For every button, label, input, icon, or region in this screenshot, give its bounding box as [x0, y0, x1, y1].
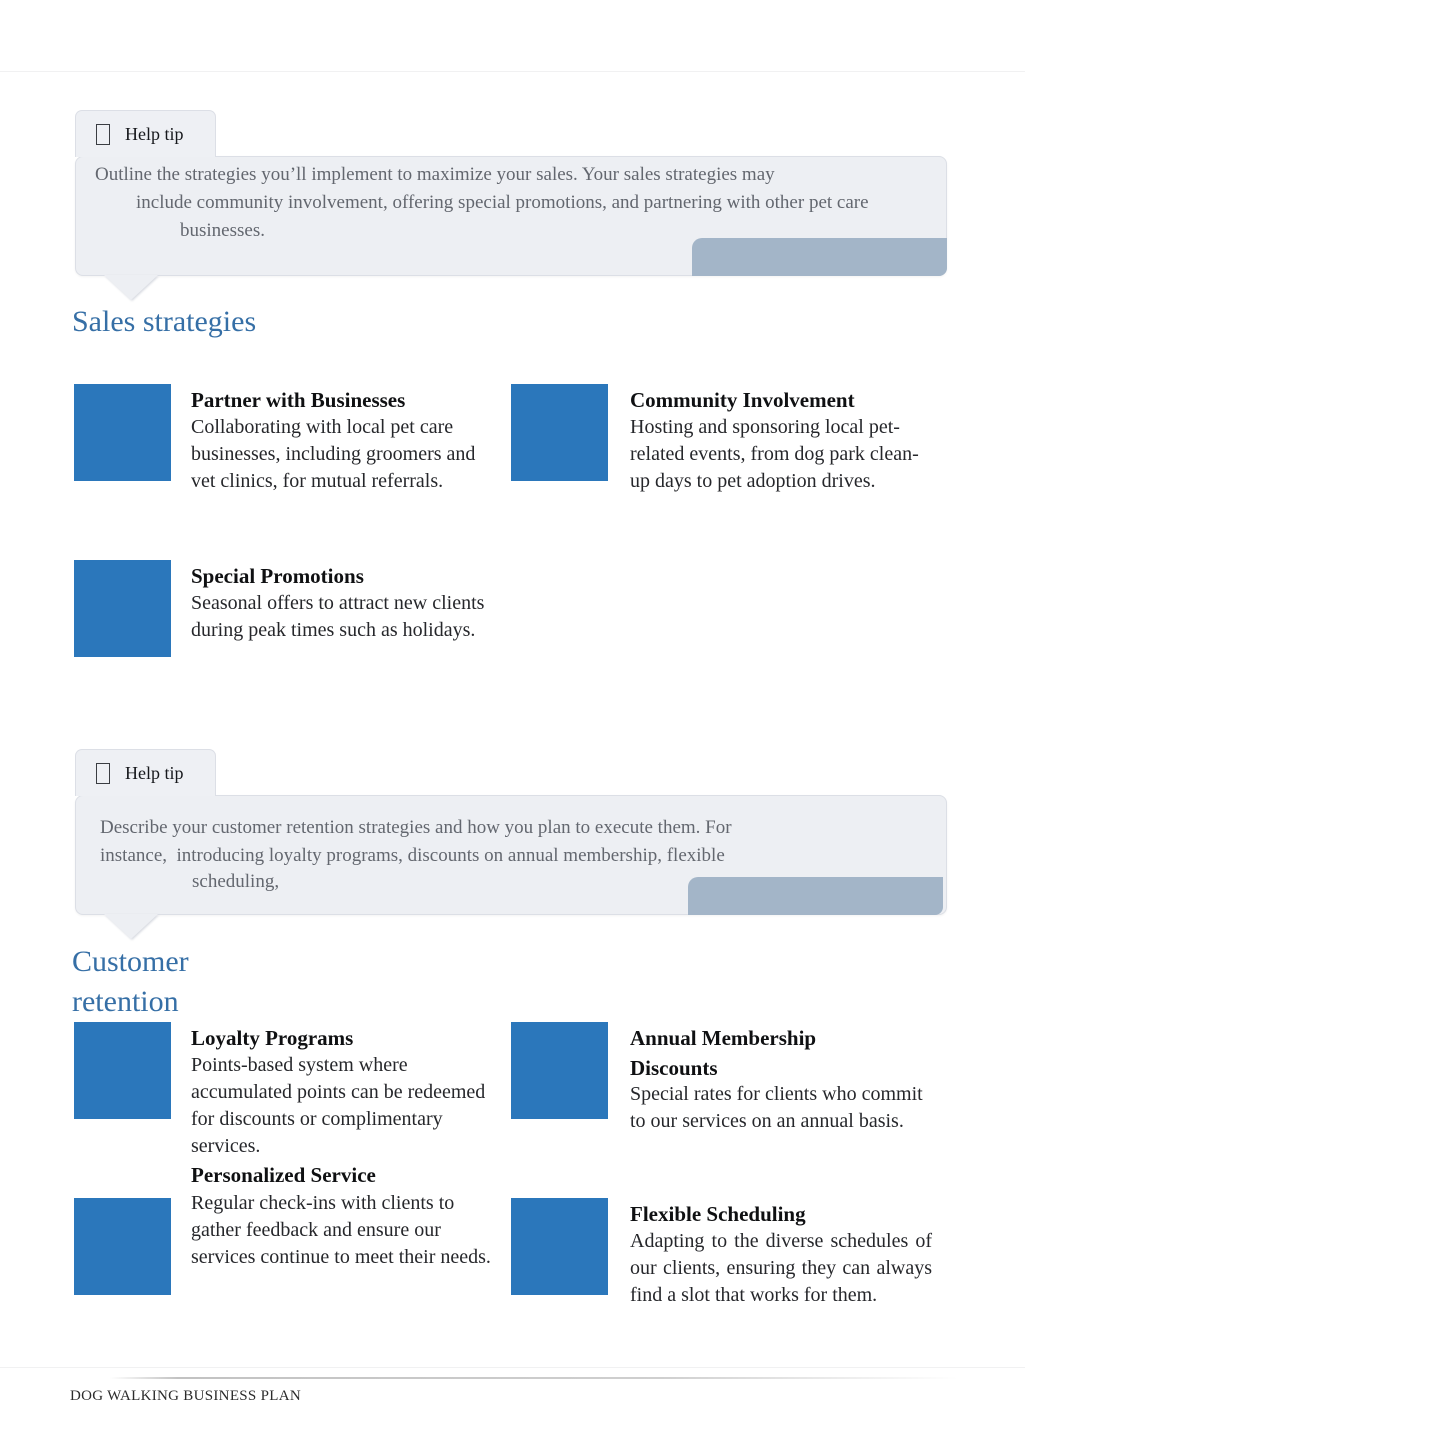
- item-title: Partner with Businesses: [191, 388, 406, 412]
- help-tip-pointer: [104, 275, 158, 300]
- item-description: Hosting and sponsoring local pet- related events, from dog park clean-up days to pet adoption drives.: [630, 416, 919, 492]
- section-heading-sales-strategies: Sales strategies: [72, 305, 257, 338]
- item-description: Collaborating with local pet care businesses, including groomers and vet clinics, for mutual referrals.: [191, 416, 476, 492]
- help-tip-label: Help tip: [125, 762, 184, 783]
- help-tip-text-line: instance, introducing loyalty programs, discounts on annual membership, flexible: [100, 845, 725, 866]
- item-title: Flexible Scheduling: [630, 1202, 806, 1226]
- item-image-placeholder: [74, 560, 171, 657]
- item-image-placeholder: [511, 1198, 608, 1295]
- item-image-placeholder: [74, 1022, 171, 1119]
- help-tip-text-line: Describe your customer retention strategies and how you plan to execute them. For: [100, 817, 732, 838]
- item-image-placeholder: [74, 1198, 171, 1295]
- footer-divider: [0, 1367, 1025, 1368]
- help-tip-drag-handle[interactable]: [688, 877, 943, 915]
- item-title: Special Promotions: [191, 564, 364, 588]
- help-tip-text-line: scheduling,: [192, 871, 280, 892]
- section-heading-customer-retention: Customer retention: [72, 945, 189, 1018]
- help-tip-tab-retention: [75, 749, 216, 796]
- placeholder-box-icon: [96, 124, 110, 145]
- item-image-placeholder: [511, 1022, 608, 1119]
- placeholder-box-icon: [96, 763, 110, 784]
- item-image-placeholder: [74, 384, 171, 481]
- help-tip-tab-sales: [75, 110, 216, 157]
- help-tip-text-line: include community involvement, offering special promotions, and partnering with other pet care: [136, 192, 869, 213]
- item-title: Community Involvement: [630, 388, 855, 412]
- help-tip-text-line: businesses.: [180, 220, 265, 241]
- top-divider: [0, 71, 1025, 72]
- item-title: Annual Membership Discounts: [630, 1026, 817, 1080]
- item-description: Special rates for clients who commit to our services on an annual basis.: [630, 1083, 923, 1132]
- item-title: Loyalty Programs: [191, 1026, 354, 1050]
- help-tip-drag-handle[interactable]: [692, 238, 947, 276]
- help-tip-pointer: [104, 914, 158, 939]
- item-image-placeholder: [511, 384, 608, 481]
- help-tip-label: Help tip: [125, 123, 184, 144]
- item-description: Seasonal offers to attract new clients during peak times such as holidays.: [191, 592, 485, 641]
- item-description: Regular check-ins with clients to gather feedback and ensure our services continue to meet their needs.: [191, 1192, 491, 1268]
- footer-accent-line: [110, 1377, 958, 1379]
- footer-document-title: DOG WALKING BUSINESS PLAN: [70, 1388, 301, 1404]
- item-description: Adapting to the diverse schedules of our clients, ensuring they can always find a slot that works for them.: [630, 1230, 932, 1306]
- item-title: Personalized Service: [191, 1163, 376, 1187]
- help-tip-text-line: Outline the strategies you’ll implement to maximize your sales. Your sales strategies may: [95, 164, 775, 185]
- item-description: Points-based system where accumulated points can be redeemed for discounts or complimentary services.: [191, 1054, 486, 1157]
